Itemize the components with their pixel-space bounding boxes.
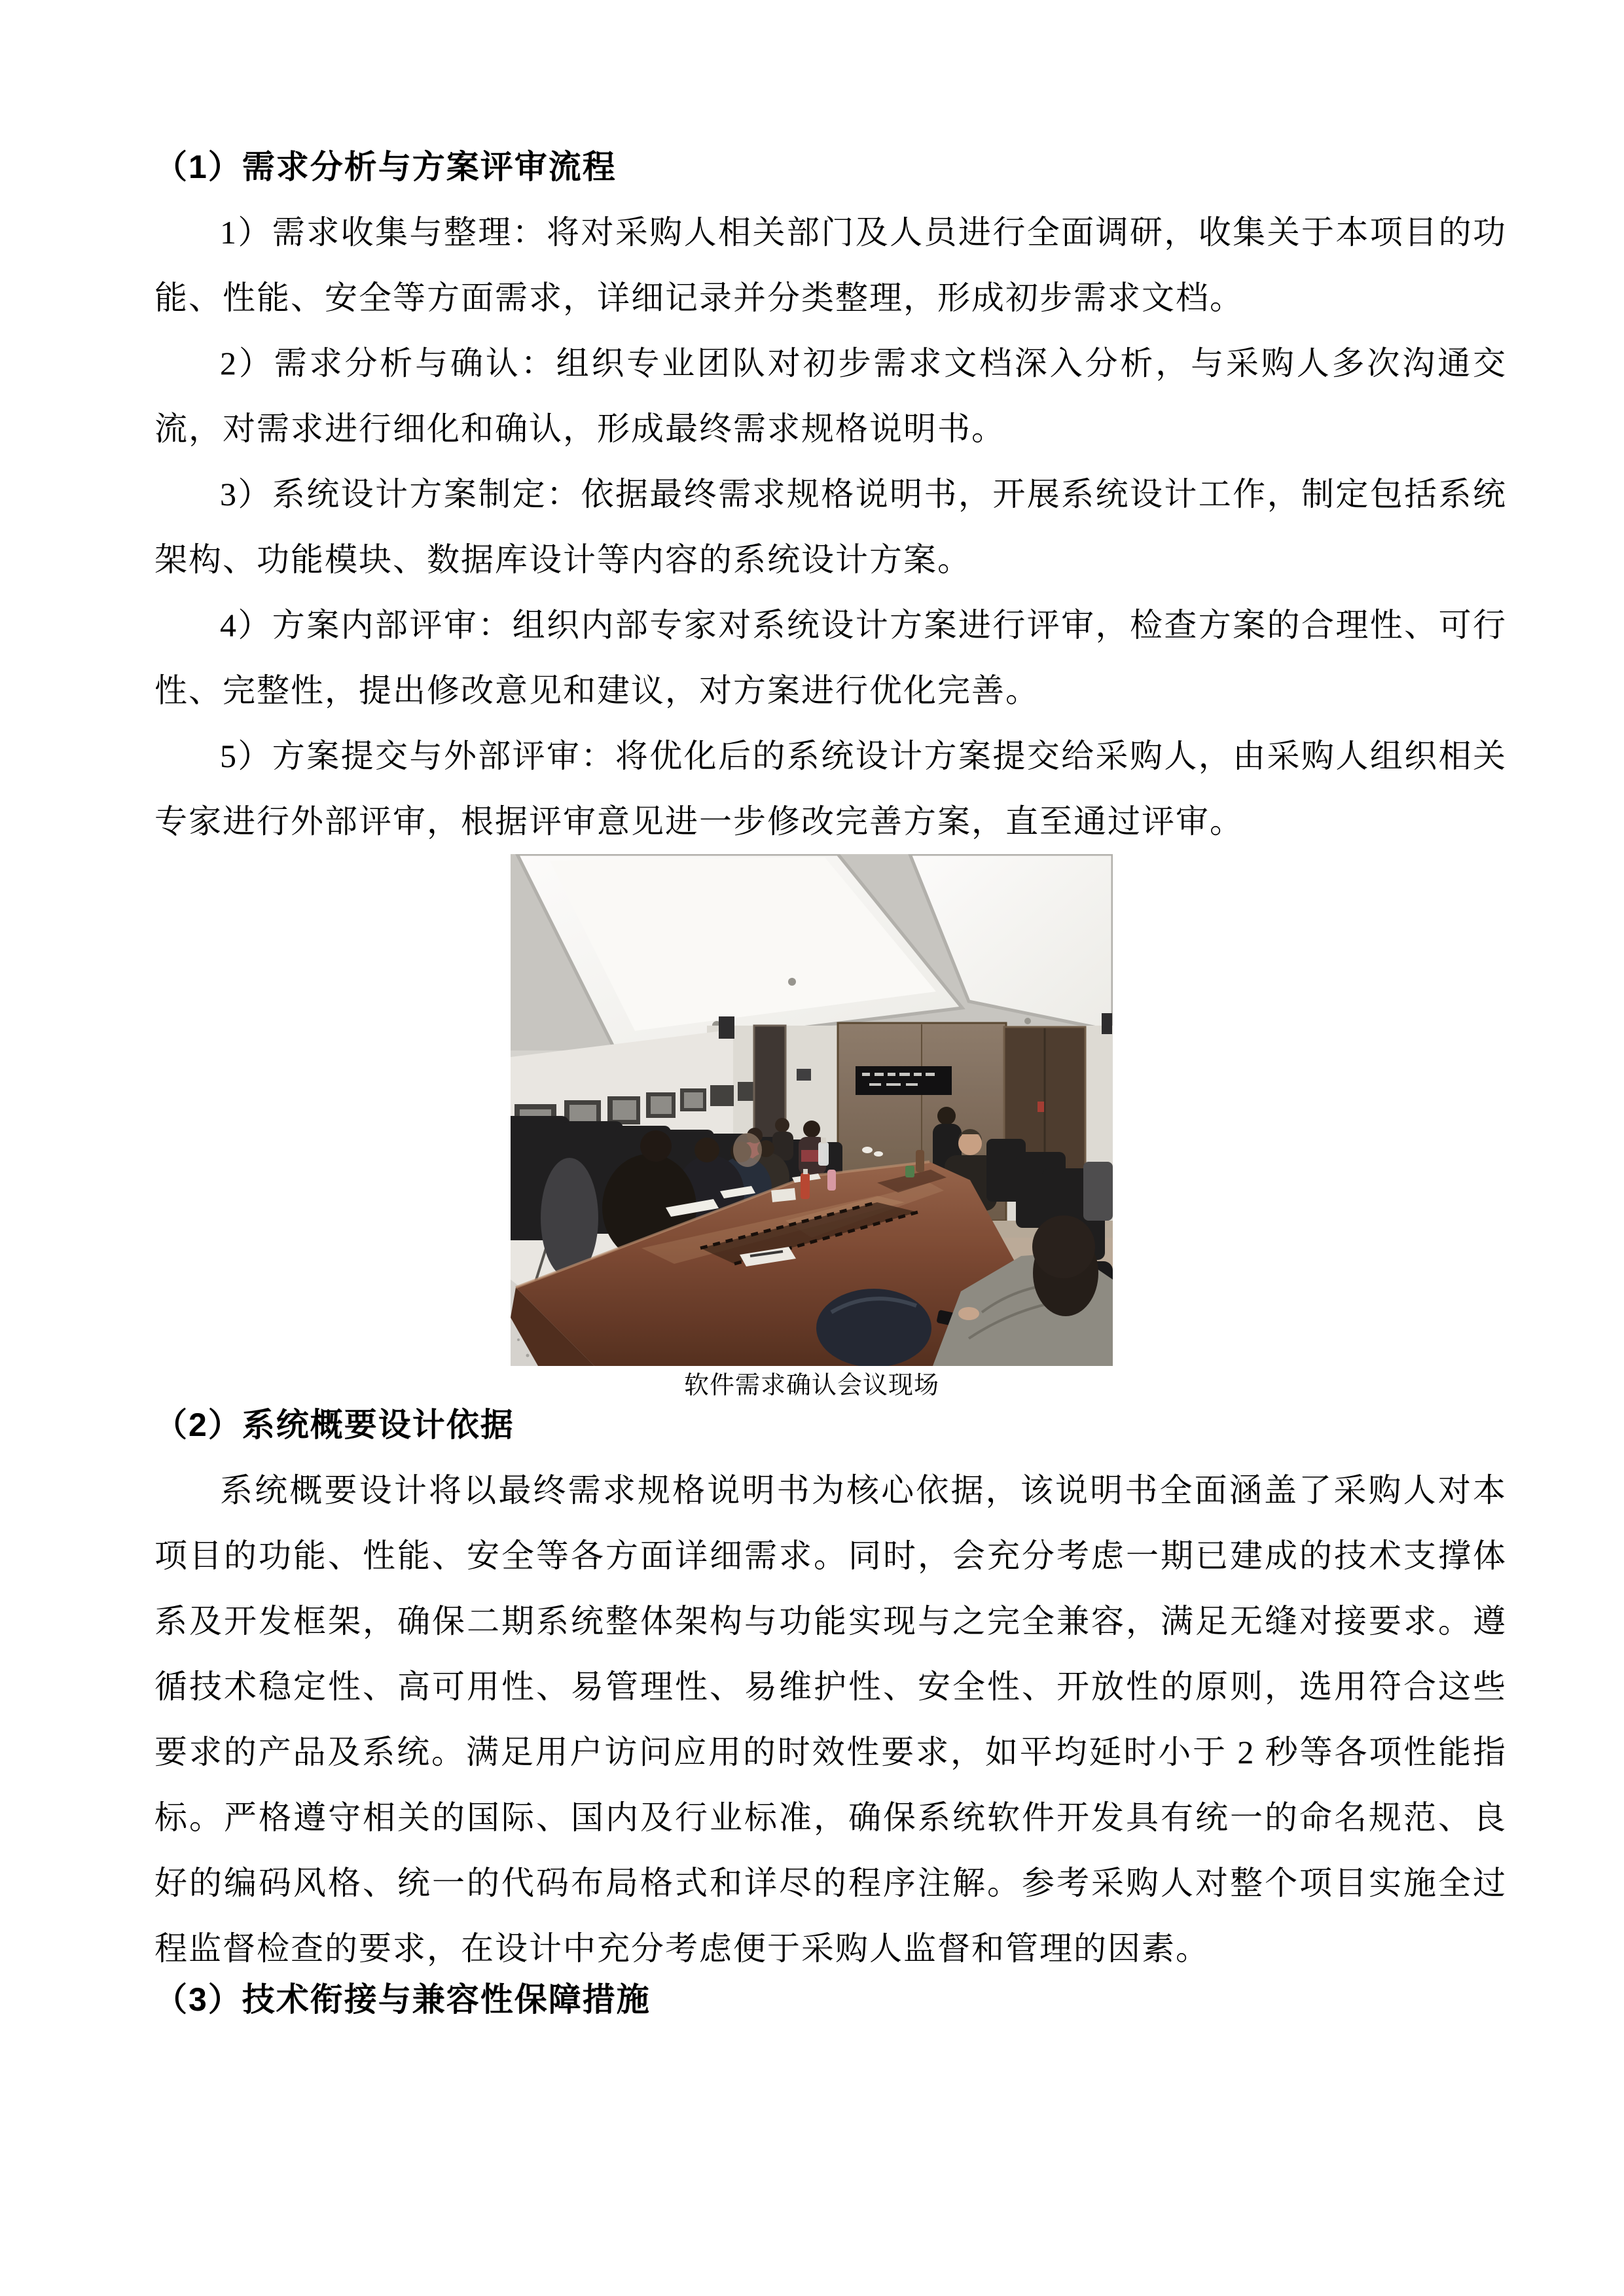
meeting-figure xyxy=(511,854,1113,1405)
meeting-room-photo xyxy=(511,854,1113,1366)
document-content xyxy=(154,134,1507,2032)
figure-caption: 软件需求确认会议现场 xyxy=(683,1372,939,1399)
heading-system-design-basis: （2）系统概要设计依据 xyxy=(154,1407,514,1443)
paragraph-requirement-collection: 1）需求收集与整理：将对采购人相关部门及人员进行全面调研，收集关于本项目的功能、性能、安全等方面需求，详细记录并分类整理，形成初步需求文档。 xyxy=(154,214,1507,316)
paragraph-internal-review: 4）方案内部评审：组织内部专家对系统设计方案进行评审，检查方案的合理性、可行性、完整性，提出修改意见和建议，对方案进行优化完善。 xyxy=(154,607,1507,709)
paragraph-design-plan: 3）系统设计方案制定：依据最终需求规格说明书，开展系统设计工作，制定包括系统架构、功能模块、数据库设计等内容的系统设计方案。 xyxy=(154,476,1507,578)
paragraph-system-design-basis: 系统概要设计将以最终需求规格说明书为核心依据，该说明书全面涵盖了采购人对本项目的功能、性能、安全等各方面详细需求。同时，会充分考虑一期已建成的技术支撑体系及开发框架，确保二期系统整体架构与功能实现与之完全兼容，满足无缝对接要求。遵循技术稳定性、高可用性、易管理性、易维护性、安全性、开放性的原则，选用符合这些要求的产品及系统。满足用户访问应用的时效性要求，如平均延时小于 2 秒等各项性能指标。严格遵守相关的国际、国内及行业标准，确保系统软件开发具有统一的命名规范、良好的编码风格、统一的代码布局格式和详尽的程序注解。参考采购人对整个项目实施全过程监督检查的要求，在设计中充分考虑便于采购人监督和管理的因素。 xyxy=(154,1472,1507,1967)
paragraph-requirement-confirmation: 2）需求分析与确认：组织专业团队对初步需求文档深入分析，与采购人多次沟通交流，对需求进行细化和确认，形成最终需求规格说明书。 xyxy=(154,345,1507,447)
heading-tech-compatibility: （3）技术衔接与兼容性保障措施 xyxy=(154,1981,651,2018)
heading-requirement-analysis: （1）需求分析与方案评审流程 xyxy=(154,149,617,185)
paragraph-external-review: 5）方案提交与外部评审：将优化后的系统设计方案提交给采购人，由采购人组织相关专家进行外部评审，根据评审意见进一步修改完善方案，直至通过评审。 xyxy=(154,738,1507,840)
